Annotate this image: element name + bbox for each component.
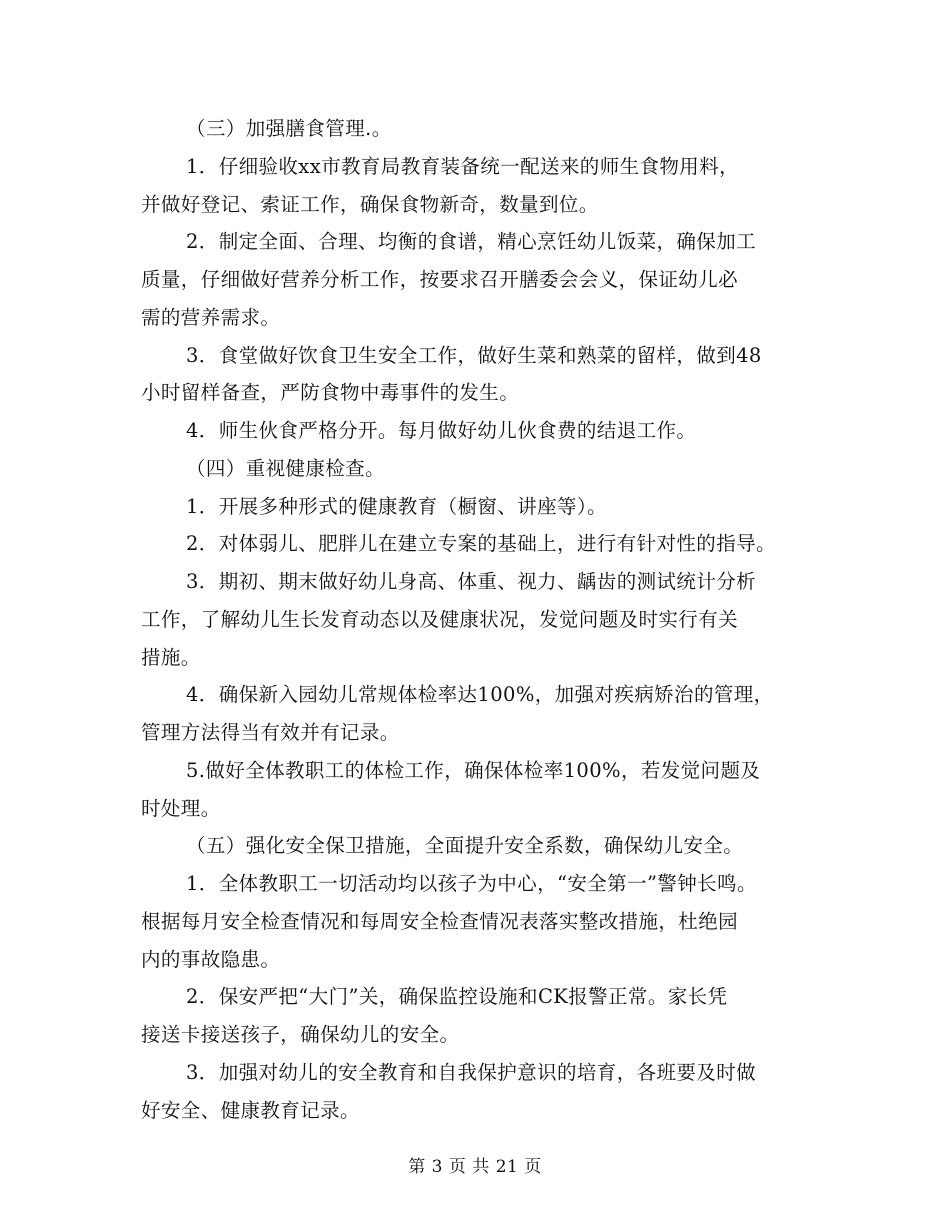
paragraph-continuation-line: 内的事故隐患。 <box>141 948 281 971</box>
paragraph-line: 2．保安严把“大门”关，确保监控设施和CK报警正常。家长凭 <box>186 985 728 1008</box>
paragraph-line: 3．加强对幼儿的安全教育和自我保护意识的培育，各班要及时做 <box>186 1061 757 1084</box>
paragraph-continuation-line: 接送卡接送孩子，确保幼儿的安全。 <box>141 1023 460 1046</box>
paragraph-line: 1．全体教职工一切活动均以孩子为中心，“安全第一”警钟长鸣。 <box>186 872 757 895</box>
paragraph-continuation-line: 措施。 <box>141 646 201 669</box>
paragraph-line: 1．开展多种形式的健康教育（橱窗、讲座等）。 <box>186 495 607 518</box>
paragraph-line: 2．制定全面、合理、均衡的食谱，精心烹饪幼儿饭菜，确保加工 <box>186 230 757 253</box>
paragraph-line: 5.做好全体教职工的体检工作，确保体检率100%，若发觉问题及 <box>186 759 761 782</box>
paragraph-line: 4．师生伙食严格分开。每月做好幼儿伙食费的结退工作。 <box>186 419 697 442</box>
paragraph-continuation-line: 根据每月安全检查情况和每周安全检查情况表落实整改措施，杜绝园 <box>141 910 739 933</box>
paragraph-continuation-line: 好安全、健康教育记录。 <box>141 1099 360 1122</box>
paragraph-continuation-line: 时处理。 <box>141 797 221 820</box>
paragraph-continuation-line: 需的营养需求。 <box>141 306 281 329</box>
paragraph-continuation-line: 小时留样备查，严防食物中毒事件的发生。 <box>141 381 520 404</box>
paragraph-line: 1．仔细验收xx市教育局教育装备统一配送来的师生食物用料， <box>186 155 740 178</box>
paragraph-continuation-line: 工作，了解幼儿生长发育动态以及健康状况，发觉问题及时实行有关 <box>141 608 739 631</box>
paragraph-line: 3．期初、期末做好幼儿身高、体重、视力、龋齿的测试统计分析 <box>186 570 757 593</box>
paragraph-line: （五）强化安全保卫措施，全面提升安全系数，确保幼儿安全。 <box>186 834 744 857</box>
paragraph-line: 4．确保新入园幼儿常规体检率达100%，加强对疾病矫治的管理， <box>186 683 774 706</box>
paragraph-line: （三）加强膳食管理.。 <box>186 117 392 140</box>
paragraph-line: （四）重视健康检查。 <box>186 457 386 480</box>
paragraph-line: 2．对体弱儿、肥胖儿在建立专案的基础上，进行有针对性的指导。 <box>186 532 776 555</box>
page-footer: 第 3 页 共 21 页 <box>408 1157 542 1177</box>
paragraph-continuation-line: 质量，仔细做好营养分析工作，按要求召开膳委会会义，保证幼儿必 <box>141 268 739 291</box>
paragraph-line: 3．食堂做好饮食卫生安全工作，做好生菜和熟菜的留样，做到48 <box>186 344 762 367</box>
paragraph-continuation-line: 管理方法得当有效并有记录。 <box>141 721 400 744</box>
paragraph-continuation-line: 并做好登记、索证工作，确保食物新奇，数量到位。 <box>141 193 599 216</box>
